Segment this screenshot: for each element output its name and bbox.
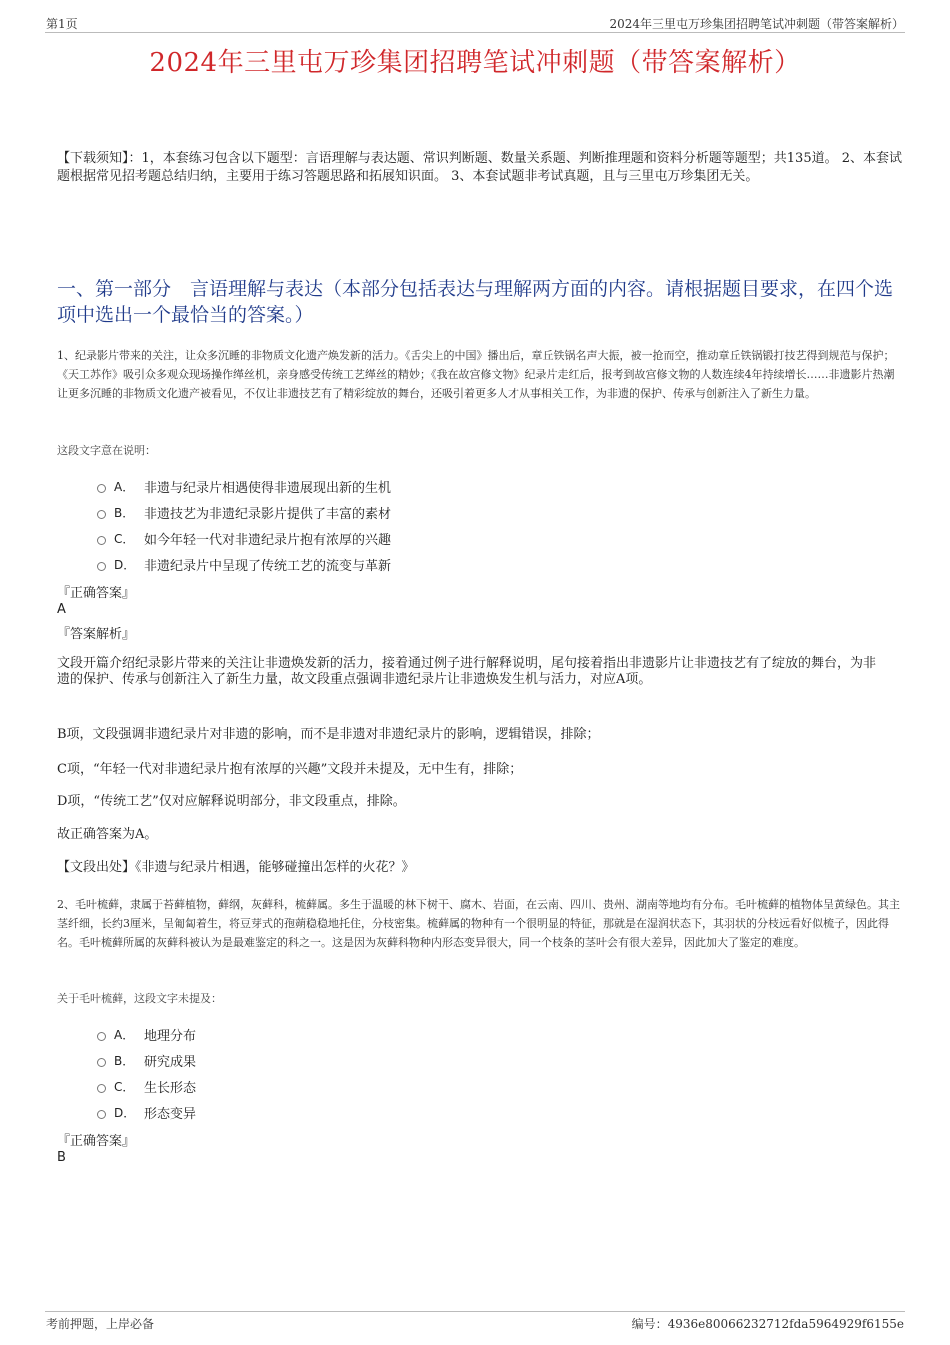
question-1-analysis-2: B项，文段强调非遗纪录片对非遗的影响，而不是非遗对非遗纪录片的影响，逻辑错误，排除； [57, 727, 600, 742]
option-text: 形态变异 [144, 1107, 197, 1122]
radio-icon[interactable] [97, 1084, 106, 1093]
question-2-option-a[interactable] [97, 1025, 196, 1044]
question-1-option-a[interactable] [97, 477, 391, 496]
radio-icon[interactable] [97, 562, 106, 571]
section-heading: 一、第一部分 言语理解与表达（本部分包括表达与理解两方面的内容。请根据题目要求，在四个选项中选出一个最恰当的答案。） [57, 278, 894, 326]
option-text: 非遗与纪录片相遇使得非遗展现出新的生机 [144, 481, 392, 496]
option-text: 非遗技艺为非遗纪录影片提供了丰富的素材 [144, 507, 392, 522]
question-1-analysis-4: D项，“传统工艺”仅对应解释说明部分，非文段重点，排除。 [57, 794, 406, 809]
option-text: 非遗纪录片中呈现了传统工艺的流变与革新 [144, 559, 392, 574]
question-1-option-b[interactable] [97, 503, 391, 522]
question-1-prompt: 这段文字意在说明： [57, 444, 156, 457]
question-1-source: 【文段出处】《非遗与纪录片相遇，能够碰撞出怎样的火花？》 [57, 860, 415, 875]
question-2-answer-label: 『正确答案』 [57, 1134, 136, 1149]
question-1-analysis-label: 『答案解析』 [57, 627, 136, 642]
option-text: 如今年轻一代对非遗纪录片抱有浓厚的兴趣 [144, 533, 392, 548]
question-1-answer: A [57, 602, 66, 617]
option-text: 研究成果 [144, 1055, 197, 1070]
page-number: 第1页 [46, 17, 78, 31]
page-title: 2024年三里屯万珍集团招聘笔试冲刺题（带答案解析） [149, 48, 801, 78]
option-letter: B． [114, 1054, 135, 1068]
option-letter: A． [114, 480, 135, 494]
question-1-answer-label: 『正确答案』 [57, 586, 136, 601]
radio-icon[interactable] [97, 1032, 106, 1041]
radio-icon[interactable] [97, 484, 106, 493]
option-text: 地理分布 [144, 1029, 197, 1044]
question-2-option-d[interactable] [97, 1103, 196, 1122]
question-1-text: 1、纪录影片带来的关注，让众多沉睡的非物质文化遗产焕发新的活力。《舌尖上的中国》播出后，章丘铁锅名声大振，被一抢而空，推动章丘铁锅锻打技艺得到规范与保护；《天工苏作》吸引众多观众现场操作缂丝机，亲身感受传统工艺缂丝的精妙；《我在故宫修文物》纪录片走红后，报考到故宫修文物的人数连续4年持续增长……非遗影片热潮让更多沉睡的非物质文化遗产被看见，不仅让非遗技艺有了精彩绽放的舞台，还吸引着更多人才从事相关工作，为非遗的保护、传承与创新注入了新生力量。 [57, 349, 895, 400]
option-letter: D． [114, 558, 136, 572]
question-2-option-b[interactable] [97, 1051, 196, 1070]
question-1-analysis-3: C项，“年轻一代对非遗纪录片抱有浓厚的兴趣”文段并未提及，无中生有，排除； [57, 762, 523, 777]
header-divider [45, 32, 905, 33]
option-letter: D． [114, 1106, 136, 1120]
question-2-prompt: 关于毛叶梳藓，这段文字未提及： [57, 992, 222, 1005]
download-notice: 【下载须知】：1，本套练习包含以下题型：言语理解与表达题、常识判断题、数量关系题、判断推理题和资料分析题等题型；共135道。 2、本套试题根据常见招考题总结归纳，主要用于练习答题思路和拓展知识面。 3、本套试题非考试真题，且与三里屯万珍集团无关。 [57, 151, 902, 184]
radio-icon[interactable] [97, 510, 106, 519]
question-2-text: 2、毛叶梳藓，隶属于苔藓植物，藓纲，灰藓科，梳藓属。多生于温暖的林下树干、腐木、岩面，在云南、四川、贵州、湖南等地均有分布。毛叶梳藓的植物体呈黄绿色。其主茎纤细，长约3厘米，呈匍匐着生，将豆芽式的孢蒴稳稳地托住，分枝密集。梳藓属的物种有一个很明显的特征，那就是在湿润状态下，其羽状的分枝远看好似梳子，因此得名。毛叶梳藓所属的灰藓科被认为是最难鉴定的科之一。这是因为灰藓科物种内形态变异很大，同一个枝条的茎叶会有很大差异，因此加大了鉴定的难度。 [57, 898, 900, 949]
option-letter: C． [114, 1080, 135, 1094]
question-1-option-c[interactable] [97, 529, 391, 548]
header-doc-title: 2024年三里屯万珍集团招聘笔试冲刺题（带答案解析） [609, 17, 904, 31]
option-letter: A． [114, 1028, 135, 1042]
footer-divider [45, 1311, 905, 1312]
question-1-analysis-5: 故正确答案为A。 [57, 827, 158, 842]
question-1-analysis-1: 文段开篇介绍纪录影片带来的关注让非遗焕发新的活力，接着通过例子进行解释说明，尾句接着指出非遗影片让非遗技艺有了绽放的舞台，为非遗的保护、传承与创新注入了新生力量，故文段重点强调非遗纪录片让非遗焕发生机与活力，对应A项。 [57, 656, 877, 687]
footer-slogan: 考前押题，上岸必备 [46, 1317, 155, 1331]
question-1-option-d[interactable] [97, 555, 391, 574]
radio-icon[interactable] [97, 1058, 106, 1067]
radio-icon[interactable] [97, 1110, 106, 1119]
footer-serial-number: 编号：4936e80066232712fda5964929f6155e [631, 1317, 904, 1331]
option-letter: B． [114, 506, 135, 520]
radio-icon[interactable] [97, 536, 106, 545]
option-letter: C． [114, 532, 135, 546]
question-2-answer: B [57, 1150, 66, 1165]
question-2-option-c[interactable] [97, 1077, 196, 1096]
option-text: 生长形态 [144, 1081, 197, 1096]
